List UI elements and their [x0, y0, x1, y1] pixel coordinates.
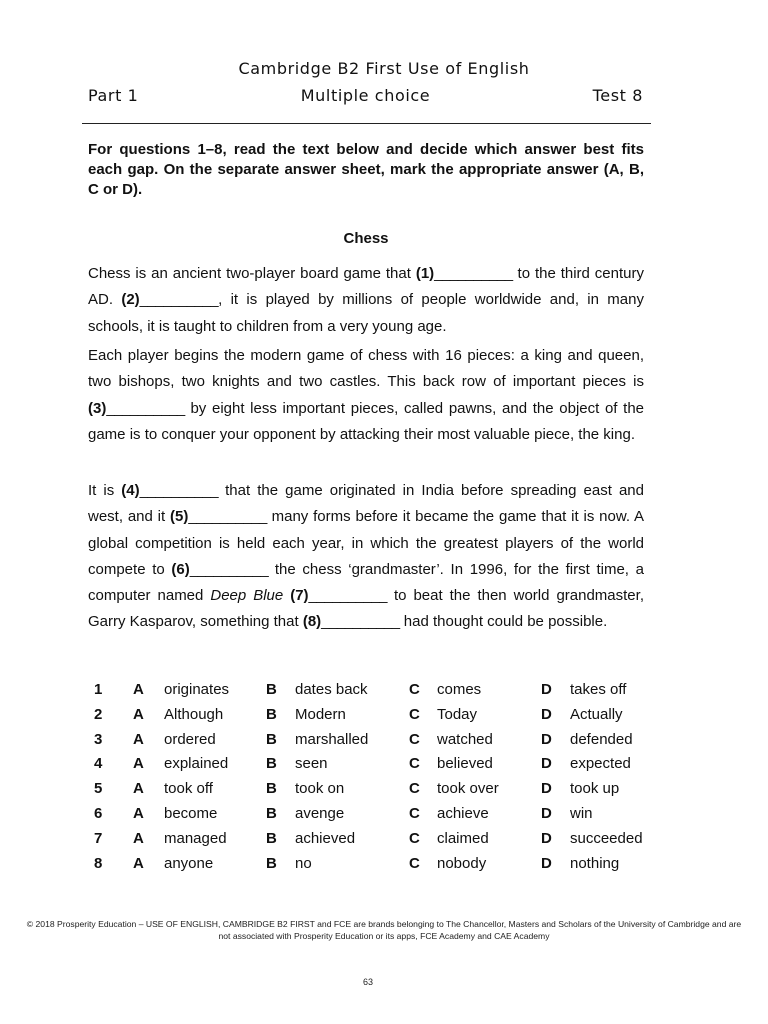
question-number: 1: [94, 681, 103, 698]
option-letter-c: C: [409, 829, 420, 847]
option-letter-b: B: [266, 854, 277, 872]
option-a: anyone: [164, 854, 214, 872]
option-letter-c: C: [409, 755, 420, 773]
gap-number-8: (8): [302, 613, 322, 631]
option-b: Modern: [295, 705, 346, 723]
option-d: takes off: [570, 681, 627, 698]
gap-6: __________: [189, 560, 269, 578]
question-number: 5: [94, 780, 103, 798]
option-c: Today: [437, 705, 478, 723]
question-row: [88, 755, 668, 780]
gap-1: __________: [434, 265, 513, 282]
text: , it is played by millions of people worldwide and, in many schools, it is taught to children from a very young age.: [88, 291, 644, 335]
question-number: 7: [94, 829, 103, 847]
question-row: [88, 780, 668, 805]
question-row: [88, 731, 668, 756]
text: that the game originated in India before spreading east and west, and it: [88, 482, 644, 526]
text: Chess is an ancient two-player board game that: [88, 265, 416, 282]
option-letter-a: A: [133, 705, 144, 723]
option-letter-b: B: [266, 829, 277, 847]
option-d: took up: [570, 780, 620, 798]
option-b: seen: [295, 755, 328, 773]
option-c: watched: [437, 730, 493, 748]
option-c: believed: [437, 755, 493, 773]
task-type-label: Multiple choice: [300, 86, 431, 105]
option-c: nobody: [437, 854, 487, 872]
option-letter-b: B: [266, 755, 277, 773]
option-a: Although: [164, 705, 224, 723]
option-letter-b: B: [266, 705, 277, 723]
option-a: took off: [164, 780, 213, 798]
question-number: 6: [94, 804, 103, 822]
question-number: 8: [94, 854, 103, 872]
question-row: [88, 855, 668, 880]
option-letter-d: D: [541, 705, 552, 723]
option-d: expected: [570, 755, 631, 773]
question-row: [88, 681, 668, 706]
gap-number-6: (6): [171, 560, 190, 578]
option-c: achieve: [437, 804, 489, 822]
option-letter-a: A: [133, 730, 144, 748]
answer-options-table: [88, 681, 668, 879]
text: Each player begins the modern game of chess with 16 pieces: a king and queen, two bishops, two knights and two castles. This back row of important pieces is: [88, 347, 644, 391]
option-letter-a: A: [133, 829, 144, 847]
option-d: succeeded: [570, 829, 643, 847]
option-d: win: [570, 804, 593, 822]
option-a: become: [164, 804, 218, 822]
option-letter-d: D: [541, 780, 552, 798]
option-b: marshalled: [295, 730, 369, 748]
option-c: claimed: [437, 829, 489, 847]
option-b: no: [295, 854, 312, 872]
text: many forms before it became the game that it is now. A global competition is held each year, in which the greatest players of the world compete to: [88, 508, 644, 578]
option-d: nothing: [570, 854, 620, 872]
passage-paragraph-3: [88, 478, 644, 636]
question-row: [88, 830, 668, 855]
option-d: defended: [570, 730, 633, 748]
option-letter-b: B: [266, 730, 277, 748]
passage-title: Chess: [343, 230, 389, 247]
option-c: took over: [437, 780, 499, 798]
option-letter-c: C: [409, 730, 420, 748]
option-letter-a: A: [133, 854, 144, 872]
option-letter-b: B: [266, 681, 277, 698]
option-d: Actually: [570, 705, 623, 723]
gap-3: __________: [106, 399, 185, 417]
option-letter-a: A: [133, 804, 144, 822]
passage-paragraph-2: [88, 343, 644, 448]
question-row: [88, 706, 668, 731]
option-a: explained: [164, 755, 229, 773]
option-letter-d: D: [541, 730, 552, 748]
text: had thought could be possible.: [399, 613, 608, 631]
copyright-notice: © 2018 Prosperity Education – USE OF ENGLISH, CAMBRIDGE B2 FIRST and FCE are brands belonging to The Chancellor, Masters and Scholars of the University of Cambridge and are not associated with Prosperity Education or its apps, FCE Academy and CAE Academy: [26, 919, 742, 941]
option-b: took on: [295, 780, 345, 798]
option-letter-d: D: [541, 854, 552, 872]
question-number: 2: [94, 705, 103, 723]
option-letter-a: A: [133, 780, 144, 798]
instructions: For questions 1–8, read the text below and decide which answer best fits each gap. On the separate answer sheet, mark the appropriate answer (A, B, C or D).: [88, 141, 644, 198]
option-letter-c: C: [409, 681, 420, 698]
text: the chess ‘grandmaster’. In 1996, for the first time, a computer named: [88, 560, 644, 605]
question-number: 4: [94, 755, 103, 773]
gap-8: __________: [321, 613, 400, 631]
text: to beat the then world grandmaster, Garry Kasparov, something that: [88, 587, 644, 631]
option-letter-b: B: [266, 780, 277, 798]
gap-7: __________: [308, 587, 387, 605]
option-b: avenge: [295, 804, 345, 822]
question-number: 3: [94, 730, 103, 748]
gap-number-7: (7): [290, 587, 309, 605]
gap-number-4: (4): [121, 482, 140, 499]
gap-5: __________: [188, 508, 267, 526]
gap-number-5: (5): [170, 508, 189, 526]
gap-number-1: (1): [415, 265, 435, 282]
text: by eight less important pieces, called pawns, and the object of the game is to conquer your opponent by attacking their most valuable piece, the king.: [88, 399, 644, 443]
option-letter-a: A: [133, 681, 144, 698]
option-letter-d: D: [541, 681, 552, 698]
option-letter-c: C: [409, 854, 420, 872]
gap-4: __________: [139, 482, 219, 499]
option-b: dates back: [295, 681, 368, 698]
test-label: Test 8: [592, 86, 643, 105]
option-letter-c: C: [409, 780, 420, 798]
option-letter-d: D: [541, 829, 552, 847]
header-divider: [82, 123, 651, 124]
option-a: managed: [164, 829, 227, 847]
gap-number-3: (3): [88, 399, 107, 417]
page-number: 63: [362, 977, 373, 987]
gap-number-2: (2): [121, 291, 140, 309]
computer-name: Deep Blue: [210, 587, 284, 605]
option-letter-c: C: [409, 705, 420, 723]
question-row: [88, 805, 668, 830]
option-letter-d: D: [541, 755, 552, 773]
option-letter-d: D: [541, 804, 552, 822]
option-a: ordered: [164, 730, 216, 748]
part-label: Part 1: [88, 86, 139, 105]
text: to the third century AD.: [88, 265, 644, 309]
option-letter-a: A: [133, 755, 144, 773]
option-c: comes: [437, 681, 482, 698]
gap-2: __________: [139, 291, 219, 309]
option-letter-b: B: [266, 804, 277, 822]
passage-paragraph-1: [88, 261, 644, 340]
option-letter-c: C: [409, 804, 420, 822]
option-a: originates: [164, 681, 230, 698]
option-b: achieved: [295, 829, 356, 847]
text: It is: [88, 482, 122, 499]
document-title: Cambridge B2 First Use of English: [238, 59, 530, 78]
